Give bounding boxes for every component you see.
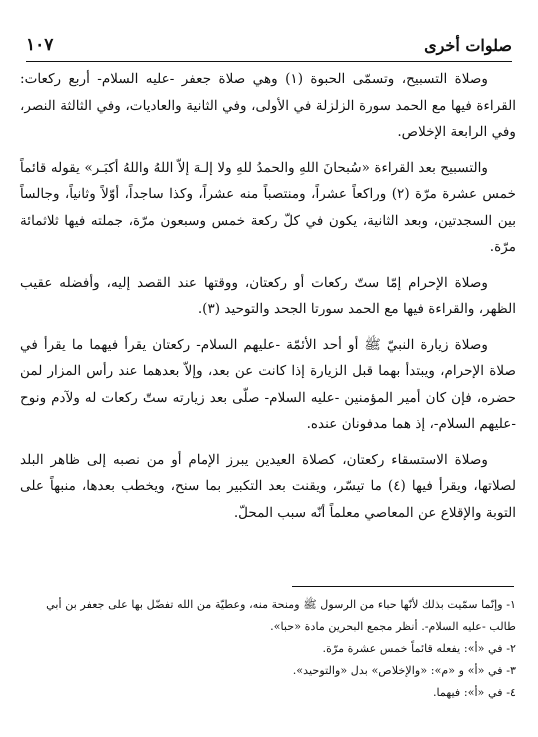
footnote-2: ٢- في «أ»: يفعله قائماً خمس عشرة مرّة. <box>322 642 516 655</box>
paragraph-ziyarah-prayer: وصلاة زيارة النبيّ ﷺ أو أحد الأئمّة -عليهم السلام- ركعتان يقرأ فيهما ما يقرأ في صلاة الإحرام، ويبتدأ بهما قبل الزيارة إذا كانت عن بعد، وإلاّ بعدهما عند رأس المزار لمن حضره، فإن كان أمير المؤمنين -عليه السلام- صلّى بعد زيارته ستّ ركعات له ولآدم ونوح -عليهم السلام-، إذ هما مدفونان عنده. <box>20 336 516 432</box>
paragraph-tasbih-prayer: وصلاة التسبيح، وتسمّى الحبوة (١) وهي صلاة جعفر -عليه السلام- أربع ركعات: القراءة فيها مع الحمد سورة الزلزلة في الأولى، وفي الثانية والعاديات، وفي الثالثة النصر، وفي الرابعة الإخلاص. <box>20 71 516 140</box>
paragraph-istisqa-prayer: وصلاة الاستسقاء ركعتان، كصلاة العيدين يبرز الإمام أو من نصبه إلى ظاهر البلد لصلاتها، ويقرأ فيها (٤) ما تيسّر، ويقنت بعد التكبير بما سنح، ويخطب بعدها، منبهاً على التوبة والإقلاع عن المعاصي معلماً أنّه سبب المحلّ. <box>20 451 516 521</box>
page-header <box>26 28 512 62</box>
footnotes <box>18 594 516 704</box>
header-divider <box>26 61 512 62</box>
footnote-4: ٤- في «أ»: فيهما. <box>432 686 516 699</box>
page-title: صلوات أخرى <box>424 35 512 55</box>
main-text <box>20 66 516 526</box>
footnote-1: ١- وإنّما سمّيت بذلك لأنّها حباء من الرسول ﷺ ومنحة منه، وعطيّة من الله تفضّل بها على جعفر بن أبي طالب -عليه السلام-. أنظر مجمع البحرين مادة «حبا». <box>46 598 516 633</box>
footnote-divider <box>292 586 514 587</box>
page-number: ١٠٧ <box>26 35 54 55</box>
paragraph-ihram-prayer: وصلاة الإحرام إمّا ستّ ركعات أو ركعتان، ووقتها عند القصد إليه، وأفضله عقيب الظهر، والقراءة فيها مع الحمد سورتا الجحد والتوحيد (٣). <box>20 274 516 317</box>
paragraph-tasbih-formula: والتسبيح بعد القراءة «سُبحانَ اللهِ والحمدُ للهِ ولا إلـهَ إلاّ اللهُ واللهُ أكبَـر» يقوله قائماً خمس عشرة مرّة (٢) وراكعاً عشراً، ومنتصباً منه عشراً، وكذا ساجداً، أوّلاً وثانياً، وجالساً بين السجدتين، وبعد الثانية، يكون في كلّ ركعة خمس وسبعون مرّة، جملته فيها ثلاثمائة مرّة. <box>20 159 516 255</box>
footnote-3: ٣- في «أ» و «م»: «والإخلاص» بدل «والتوحيد». <box>292 664 516 677</box>
